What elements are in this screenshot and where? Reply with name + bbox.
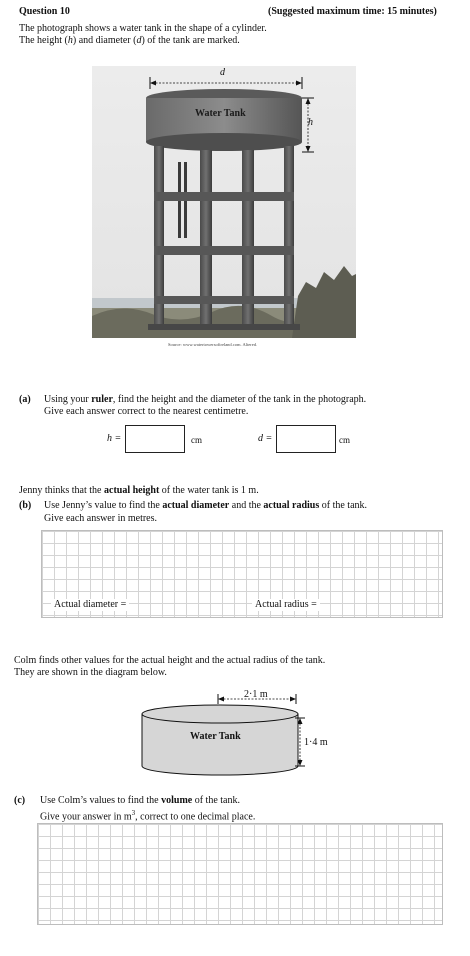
- photo-tank-label: Water Tank: [195, 108, 246, 119]
- diagram-radius-label: 2·1 m: [244, 689, 268, 700]
- photo-source: Source: www.watertowersofireland.com. Altered.: [168, 342, 258, 347]
- question-number: Question 10: [19, 6, 70, 17]
- water-tank-photograph: [92, 66, 356, 338]
- part-a-line-2: Give each answer correct to the nearest centimetre.: [44, 406, 249, 417]
- part-c-line-1: Use Colm’s values to find the volume of the tank.: [40, 795, 240, 806]
- time-limit: (Suggested maximum time: 15 minutes): [268, 6, 437, 17]
- diagram-height-label: 1·4 m: [304, 737, 328, 748]
- part-c-letter: (c): [14, 795, 26, 806]
- h-answer-box[interactable]: [125, 425, 185, 453]
- h-answer-label: h =: [107, 433, 122, 444]
- intro-line-1: The photograph shows a water tank in the shape of a cylinder.: [19, 23, 267, 34]
- part-a-letter: (a): [19, 394, 31, 405]
- part-a-line-1: Using your ruler, find the height and the diameter of the tank in the photograph.: [44, 394, 367, 405]
- actual-radius-label: Actual radius =: [252, 599, 320, 611]
- photo-d-label: d: [220, 67, 225, 78]
- part-b-line-1: Use Jenny’s value to find the actual diameter and the actual radius of the tank.: [44, 500, 368, 511]
- part-b-letter: (b): [19, 500, 32, 511]
- d-answer-label: d =: [258, 433, 273, 444]
- colm-line-2: They are shown in the diagram below.: [14, 667, 167, 678]
- part-b-line-2: Give each answer in metres.: [44, 513, 158, 524]
- d-answer-box[interactable]: [276, 425, 336, 453]
- intro-line-2: The height (h) and diameter (d) of the tank are marked.: [19, 35, 240, 46]
- part-c-line-2: Give your answer in $m^3$, correct to one decimal place.: [40, 809, 256, 823]
- d-unit: cm: [339, 435, 350, 445]
- h-unit: cm: [191, 435, 202, 445]
- photo-h-label: h: [308, 117, 313, 128]
- actual-diameter-label: Actual diameter =: [51, 599, 129, 611]
- colm-line-1: Colm finds other values for the actual height and the actual radius of the tank.: [14, 655, 326, 666]
- part-c-working-grid[interactable]: [37, 823, 443, 925]
- diagram-tank-label: Water Tank: [190, 731, 241, 742]
- jenny-statement: Jenny thinks that the actual height of the water tank is 1 m.: [19, 485, 259, 496]
